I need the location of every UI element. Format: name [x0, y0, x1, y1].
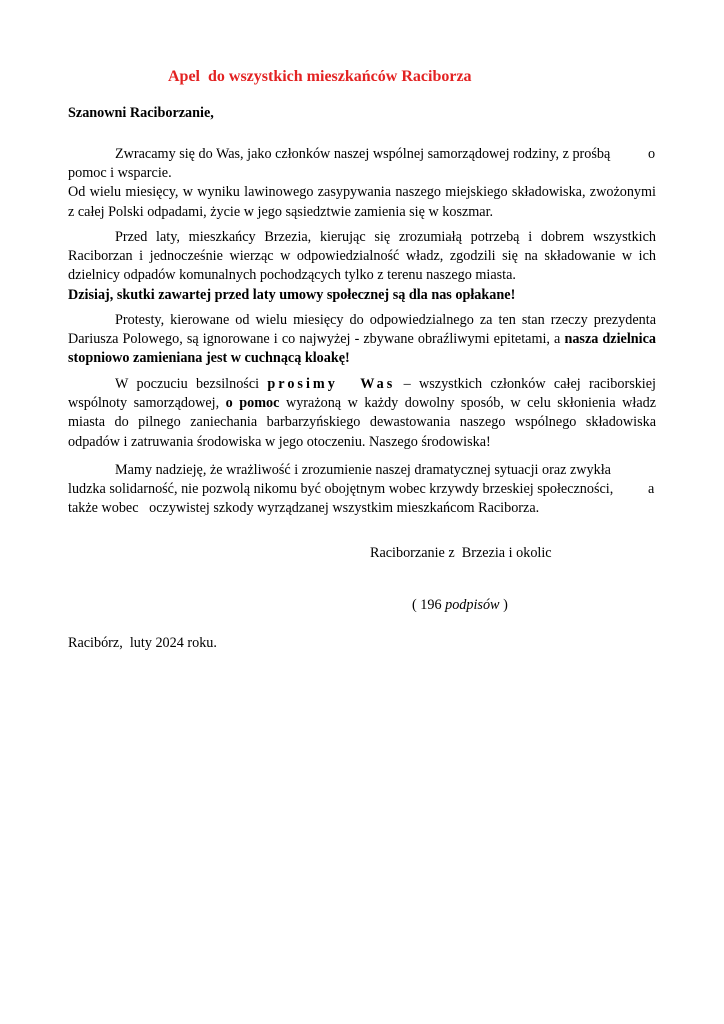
paragraph-5 — [68, 461, 656, 519]
paragraph-2-bold: Dzisiaj, skutki zawartej przed laty umowy społecznej są dla nas opłakane! — [68, 286, 516, 303]
paragraph-4-text-block — [68, 375, 656, 452]
paragraph-5-line-3: także wobec oczywistej szkody wyrządzanej wszystkim mieszkańcom Raciborza. — [68, 500, 540, 517]
paragraph-3-bold: nasza dzielnica stopniowo zamieniana jest w cuchnącą kloakę! — [68, 331, 656, 367]
paragraph-4-text-2: – wszystkich członków całej raciborskiej wspólnoty samorządowej, — [68, 376, 656, 412]
paragraph-1-text: Od wielu miesięcy, w wyniku lawinowego zasypywania naszego miejskiego składowiska, zwożonymi z całej Polski odpadami, życie w jego sąsiedztwie zamienia się w koszmar. — [68, 184, 656, 220]
paragraph-5-line-2-end: a — [648, 481, 655, 498]
paragraph-5-line-2: ludzka solidarność, nie pozwolą nikomu być obojętnym wobec krzywdy brzeskiej społeczności, — [68, 481, 614, 498]
paragraph-4-text-1: W poczuciu bezsilności — [115, 376, 268, 392]
paragraph-1-line-2: pomoc i wsparcie. — [68, 165, 172, 182]
paragraph-3-text: Protesty, kierowane od wielu miesięcy do odpowiedzialnego za ten stan rzeczy prezydenta Dariusza Polowego, są ignorowane i co najwyżej - zbywane obraźliwymi epitetami, a — [68, 312, 656, 348]
paragraph-4 — [68, 375, 656, 452]
paragraph-4-spaced: prosimy Was — [267, 376, 396, 392]
signature-count-open: ( 196 — [412, 597, 446, 613]
signature-count-close: ) — [499, 597, 508, 613]
paragraph-5-line-1: Mamy nadzieję, że wrażliwość i zrozumienie naszej dramatycznej sytuacji oraz zwykła — [115, 462, 611, 478]
paragraph-4-bold: o pomoc — [225, 395, 280, 412]
paragraph-1-line-1: Zwracamy się do Was, jako członków naszej wspólnej samorządowej rodziny, z prośbą — [115, 146, 611, 162]
paragraph-2-text: Przed laty, mieszkańcy Brzezia, kierując się zrozumiałą potrzebą i dobrem wszystkich Raciborzan i jednocześnie wierząc w odpowiedzialność władz, zgodzili się na składowanie w ich dzielnicy odpadów komunalnych pochodzących tylko z terenu naszego miasta. — [68, 229, 656, 284]
paragraph-1 — [68, 145, 656, 222]
paragraph-3-text-block — [68, 311, 656, 369]
place-date: Racibórz, luty 2024 roku. — [68, 635, 217, 651]
paragraph-1-line-1-end: o — [648, 146, 656, 162]
paragraph-4-text-3: wyrażoną w każdy dowolny sposób, w celu skłonienia władz miasta do pilnego zaniechania barbarzyńskiego dewastowania naszego wspólnego składowiska odpadów i zatruwania środowiska w jego otoczeniu. Naszego środowiska! — [68, 395, 657, 450]
paragraph-2 — [68, 228, 656, 305]
salutation: Szanowni Raciborzanie, — [68, 105, 214, 121]
signature-count — [412, 597, 508, 614]
signature-count-label: podpisów — [445, 597, 500, 613]
document-title: Apel do wszystkich mieszkańców Raciborza — [168, 68, 472, 85]
paragraph-3 — [68, 311, 656, 369]
signature: Raciborzanie z Brzezia i okolic — [370, 545, 552, 561]
